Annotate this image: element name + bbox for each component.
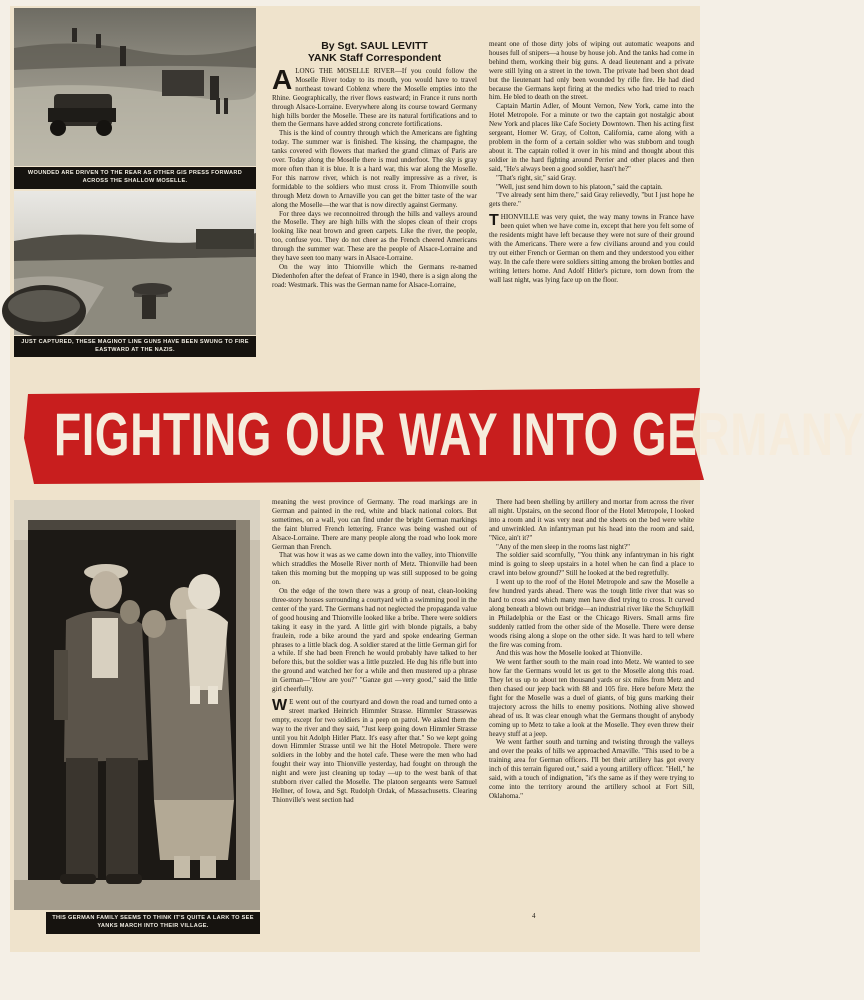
paragraph: meant one of those dirty jobs of wiping out automatic weapons and houses full of snipers—a house by house job. And the tanks had come in behind them, working their big guns. A dead lieutenant and a private were still lying on a street in the town. The private had been shot dead but the lieutenant had only been wounded by rifle fire. He had died because the Germans kept firing at the medics who had tried to reach him. He bled to death on the street. [489, 40, 694, 102]
photo-maginot-guns [14, 191, 256, 335]
paragraph: —If you could follow the Moselle River today to its mouth, you would have to travel northeast toward Coblenz where the Moselle empties into the Rhine. Geographically, the river flows eastward; in France it runs north through Alsace-Lorraine. Everywhere along its course toward Germany high hills border the Moselle. These are its natural fortifications and to them the Germans have added strong concrete fortifications. [272, 67, 477, 129]
photo-german-family [14, 500, 260, 910]
photo3-caption: THIS GERMAN FAMILY SEEMS TO THINK IT'S QUITE A LARK TO SEE YANKS MARCH INTO THEIR VILLAGE. [46, 912, 260, 934]
paragraph: "Well, just send him down to his platoon," said the captain. [496, 182, 663, 191]
paragraph: Captain Martin Adler, of Mount Vernon, New York, came into the Hotel Metropole. For a minute or two the captain got nostalgic about New York and places like Cafe Society Downtown. Then his acting first sergeant, Homer W. Gray, of Colton, California, came along with a problem in the form of a certain soldier who was stubborn and tough about it. The captain rolled it over in his mind and thought about this soldier in the hard fighting around Perrier and other places and then said, "He's always been a good soldier, hasn't he?" [489, 102, 694, 173]
lead-in: LONG THE MOSELLE RIVER [295, 67, 395, 75]
paragraph: went out of the courtyard and down the road and turned onto a street marked Heinrich Himmler Strasse. Himmler Strassewas empty, except for two soldiers in a peep on patrol. We asked them the way to the river and they said, "Just keep going down Himmler Strasse until you hit Adolph Hitler Platz. It's easy after that." So we kept going down Himmler Strasse until we hit the Hotel Metropole. There were soldiers in the lobby and the hotel cafe. These were the men who had fought their way into Thionville yesterday, had fought on through the night and were just cleaning up today —up to the west bank of that stubborn river called the Moselle. The platoon sergeants were Samuel Hellner, of Iowa, and Sgt. Rudolph Ordak, of Massachusetts. Clearing Thionville's west section had [272, 697, 477, 804]
paragraph: There had been shelling by artillery and mortar from across the river all night. Upstairs, on the second floor of the Hotel Metropole, I looked into a room and it was very neat and the sheets on the bed were white and unwrinkled. An infantryman put his head into the room and said, "Nice, ain't it?" [489, 498, 694, 542]
article-title: FIGHTING OUR WAY INTO GERMANY [54, 401, 864, 468]
article-column-4 [489, 498, 694, 801]
paragraph: On the edge of the town there was a group of neat, clean-looking three-story houses surrounding a courtyard with a swimming pool in the center of the yard. The Germans had not neglected the propaganda value of good housing and Thionville looked like a bribe. There were soldiers taking it easy in the yard. A little girl with blonde pigtails, a baby fraulein, rode a bike around the yard and spoke endearing German phrases to a little black dog. A soldier stared at the little German girl for a while. If she had been French he would probably have talked to her before this, but the soldier was a little puzzled. He dug his rifle butt into the ground and watched her for a while and then mustered up a phrase in German—"How are you?" "Ganze gut —very good," said the little girl cheerfully. [272, 587, 477, 694]
paragraph: This is the kind of country through which the Americans are fighting today. The summer war is finished. The kissing, the champagne, the tanks covered with flowers that marked the grand climax of Paris are over. Today along the Moselle there is mud underfoot. The sky is gray more often than it is blue. It is a hard war, this war along the Moselle. For this narrow river, which is not really impressive as a river, is formidable to the soldiers who must cross it. From Thionville south through Metz down to Arnaville you can get the bitter taste of the war along the Moselle—the war that is now directly against Germany. [272, 129, 477, 209]
paragraph: That was how it was as we came down into the valley, into Thionville which straddles the Moselle River north of Metz. Thionville had been taken this morning but the mopping up was still supposed to be going on. [272, 551, 477, 587]
paragraph: The soldier said scornfully, "You think any infantryman in his right mind is going to sleep upstairs in a hotel when he can find a place to crawl into below ground?" Still he looked at the bed regretfully. [489, 551, 694, 578]
paragraph: was very quiet, the way many towns in France have been quiet when we have come in, except that here you felt some of the residents might have left because they were not sure of their ground with the Americans. There were a few civilians around and you could try out either French or German on them and they understood you either way. In the cafe there were soldiers sitting among the broken bottles and writing letters home. And Adolf Hitler's picture, torn down from the wall last night, was lying face up on the floor. [489, 213, 694, 284]
article-column-2 [489, 40, 694, 284]
article-column-3 [272, 498, 477, 805]
photo1-caption: WOUNDED ARE DRIVEN TO THE REAR AS OTHER GIS PRESS FORWARD ACROSS THE SHALLOW MOSELLE. [14, 167, 256, 189]
paragraph: And this was how the Moselle looked at Thionville. [496, 649, 643, 658]
byline-author: By Sgt. SAUL LEVITT [321, 40, 428, 52]
drop-cap: A [272, 64, 293, 95]
photo-wounded-crossing-moselle [14, 8, 256, 166]
paragraph: We went farther south to the main road into Metz. We wanted to see how far the Germans would let us get to the Moselle along this road. They let us up to about ten thousand yards or six miles from Metz and then chased our jeep back with 88 and 105 fire. Here before Metz the fight for the Moselle was a duel of giants, of big guns marking their trajectory across the hills to enemy positions. Nothing alive showed ahead of us. It was clear enough what the Germans thought of anybody coming up to Metz to take a look at the Moselle. They even threw their heavy stuff at a jeep. [489, 658, 694, 738]
paragraph: On the way into Thionville which the Germans re-named Diedenhofen after the defeat of France in 1940, there is a sign along the road: Westmark. This was the German name for Alsace-Lorraine, [272, 262, 477, 289]
paragraph: We went farther south and turning and twisting through the valleys and over the peaks of hills we approached Arnaville. "This used to be a training area for German officers. I'll bet their artillery has got every inch of this terrain figured out," said a young artillery officer. "Hell," he said, with a touch of indignation, "it's the same as if they were trying to come into the territory around the artillery school at Fort Sill, Oklahoma." [489, 738, 694, 800]
article-column-1 [272, 40, 477, 290]
lead-in: E [289, 697, 294, 706]
paragraph: I went up to the roof of the Hotel Metropole and saw the Moselle a few hundred yards ahead. There was the tough little river that was so hard to cross and which many men have died trying to cross. It curved along beneath a blown out bridge—an industrial river like the Schuylkill in Philadelphia or the East or the Chicago Rivers. Small arms fire suddenly rattled from the other side of the Moselle. There were dense woods rising along a slope on the other side. It was hard to tell where the fire was coming from. [489, 578, 694, 649]
paragraph: "That's right, sir," said Gray. [496, 173, 577, 182]
lead-in: HIONVILLE [500, 213, 539, 222]
paragraph: meaning the west province of Germany. The road markings are in German and painted in the red, white and black national colors. But sometimes, on a wall, you can find under the bright German markings the faint blurred French lettering. France was being washed out of Alsace-Lorraine. There are many people along the road who look more German than French. [272, 498, 477, 551]
paragraph: "Any of the men sleep in the rooms last night?" [496, 542, 630, 551]
paragraph: For three days we reconnoitred through the hills and valleys around the Moselle. They are high hills with the slopes clean of their crops looking like neat brown and green carpets. Like the river, the people, too, confuse you. They do not cheer as the French cheered Americans through the summer war. These are the people of Alsace-Lorraine and they have seen too many wars in Alsace-Lorraine. [272, 209, 477, 263]
page-number: 4 [532, 912, 536, 920]
byline-title: YANK Staff Correspondent [307, 52, 442, 64]
photo2-caption: JUST CAPTURED, THESE MAGINOT LINE GUNS HAVE BEEN SWUNG TO FIRE EASTWARD AT THE NAZIS. [14, 336, 256, 357]
drop-cap: W [272, 696, 288, 714]
drop-cap: T [489, 212, 499, 230]
paragraph: "I've already sent him there," said Gray relievedly, "but I just hope he gets there." [489, 191, 694, 209]
